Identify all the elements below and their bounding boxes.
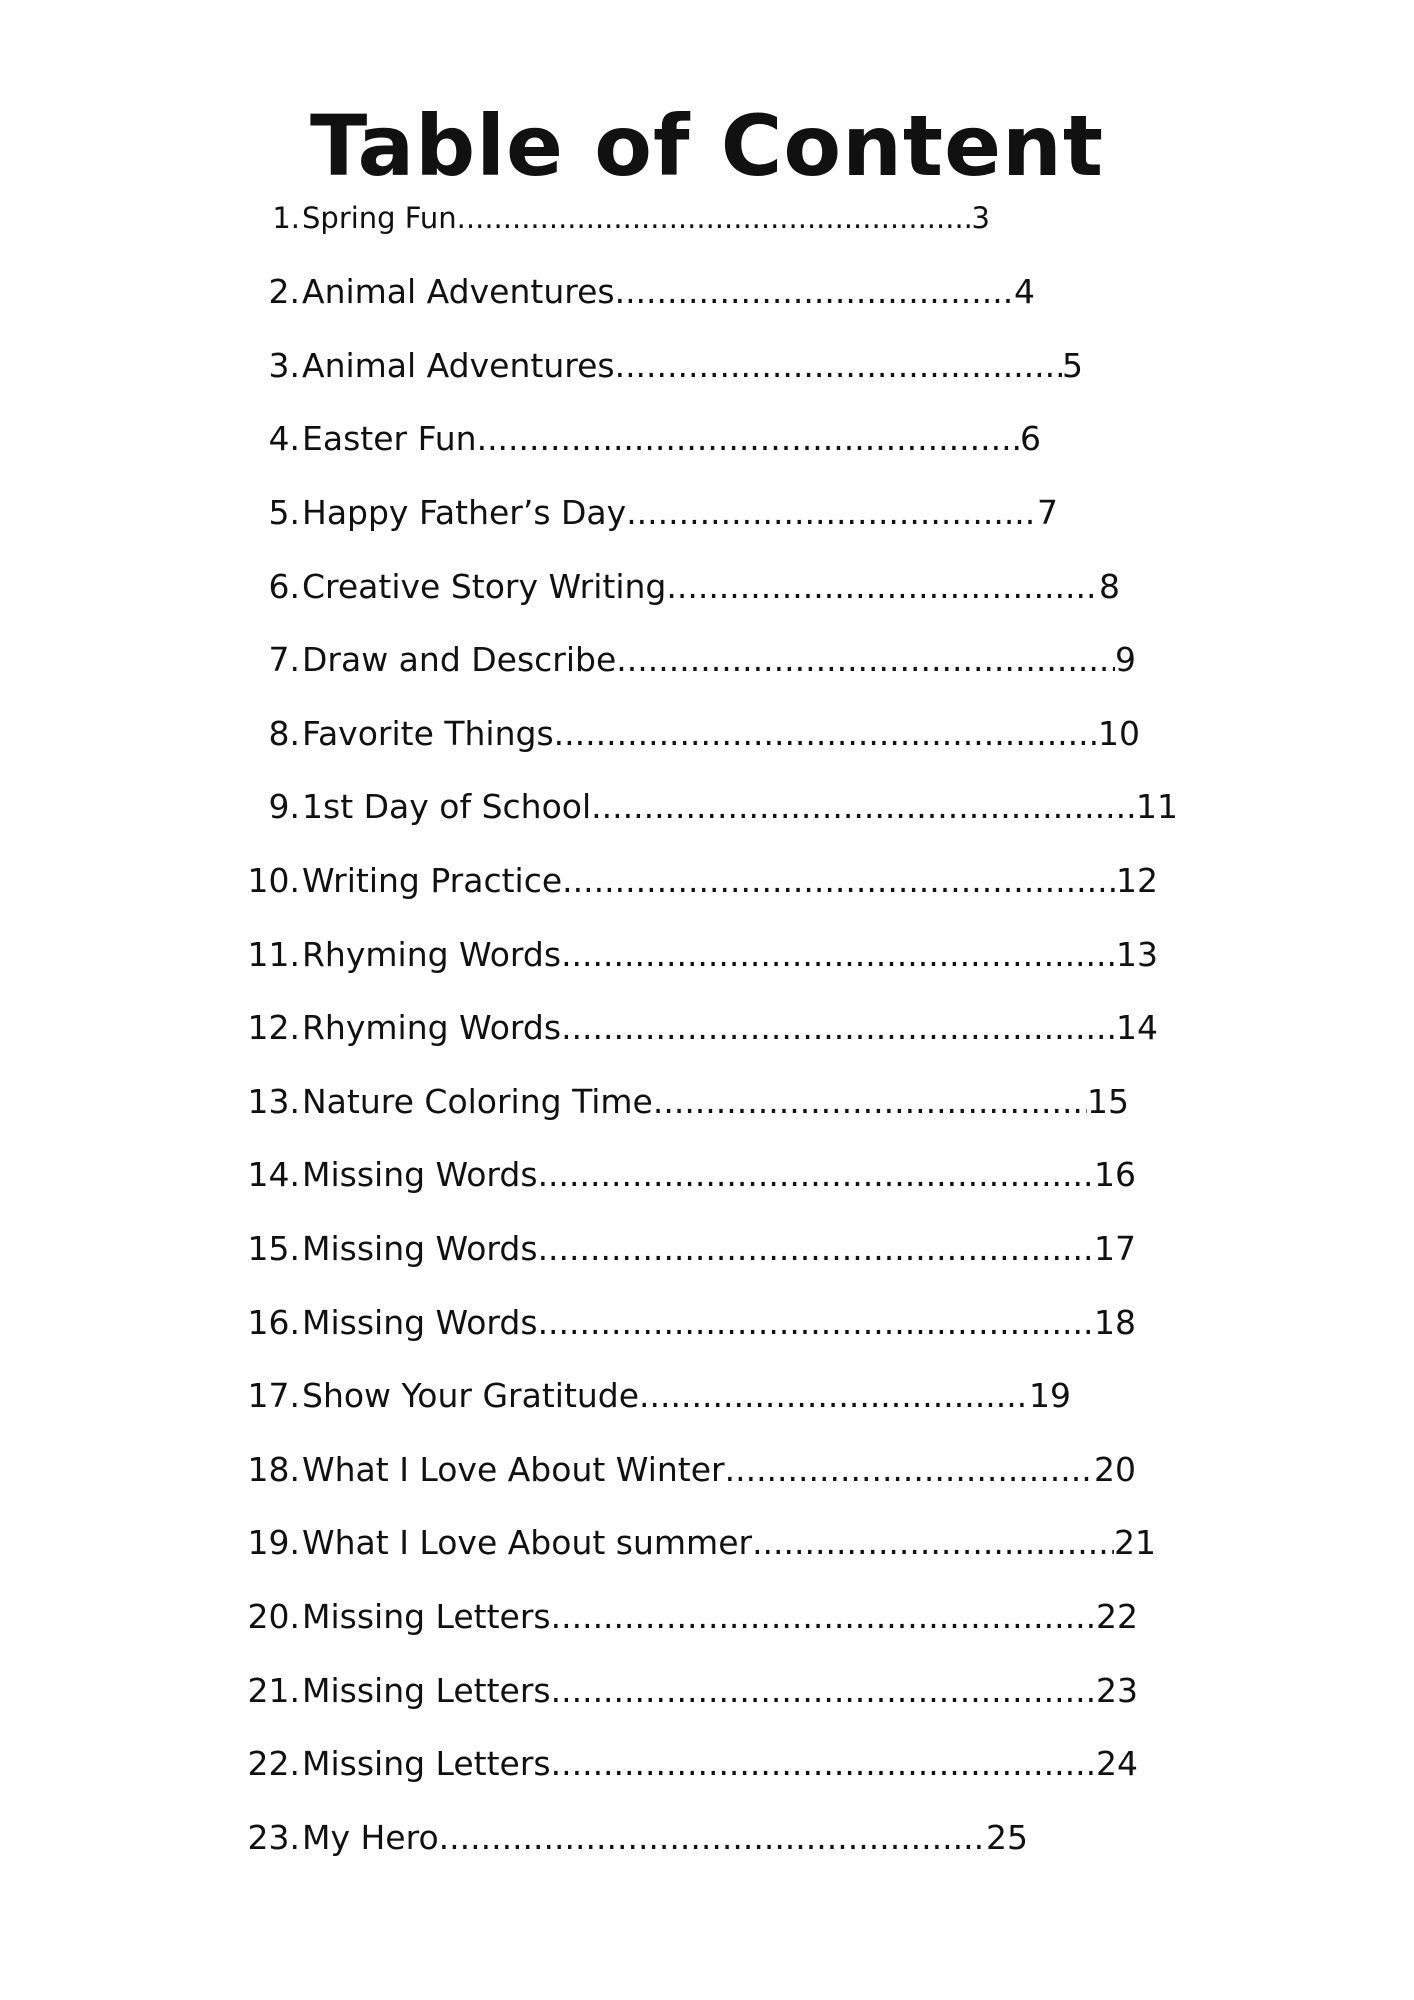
dot-leader xyxy=(457,201,972,235)
toc-entry-line xyxy=(302,935,1158,974)
toc-entry-title: Show Your Gratitude xyxy=(302,1376,640,1416)
dot-leader xyxy=(725,1450,1094,1489)
toc-entry[interactable] xyxy=(0,188,1414,248)
toc-entry[interactable] xyxy=(0,1439,1414,1499)
toc-entry-title: Easter Fun xyxy=(302,419,477,459)
toc-entry-title: Missing Words xyxy=(302,1302,538,1342)
dot-leader xyxy=(551,1671,1096,1710)
toc-entry-line xyxy=(302,1744,1138,1783)
toc-entry-title: Missing Words xyxy=(302,1228,538,1268)
toc-entry[interactable] xyxy=(0,409,1414,469)
page-title: Table of Content xyxy=(309,97,1105,195)
toc-entry-number: 18. xyxy=(247,1449,300,1489)
toc-entry-page-number: 21 xyxy=(1114,1523,1156,1563)
dot-leader xyxy=(626,493,1037,532)
toc-entry[interactable] xyxy=(0,1513,1414,1573)
toc-entry-line xyxy=(302,1082,1129,1121)
toc-entry-line xyxy=(302,1008,1158,1047)
toc-entry-page-number: 12 xyxy=(1116,860,1158,900)
toc-entry-line xyxy=(302,640,1136,679)
dot-leader xyxy=(561,1008,1116,1047)
toc-entry-number: 12. xyxy=(247,1008,300,1048)
dot-leader xyxy=(562,861,1116,900)
toc-entry-page-number: 24 xyxy=(1096,1744,1138,1784)
toc-entry-page-number: 15 xyxy=(1087,1081,1129,1121)
toc-entry-line xyxy=(302,1450,1136,1489)
toc-entry[interactable] xyxy=(0,924,1414,984)
toc-entry-line xyxy=(302,1523,1156,1562)
toc-entry-number: 17. xyxy=(247,1376,300,1416)
toc-entry-number: 16. xyxy=(247,1302,300,1342)
toc-entry-line xyxy=(302,787,1178,826)
toc-entry-title: Favorite Things xyxy=(302,713,554,753)
toc-entry-line xyxy=(302,1303,1136,1342)
toc-entry-page-number: 11 xyxy=(1136,787,1178,827)
toc-entry-line xyxy=(302,1671,1138,1710)
toc-entry-page-number: 5 xyxy=(1062,345,1083,385)
toc-entry-line xyxy=(302,1597,1138,1636)
toc-entry[interactable] xyxy=(0,1807,1414,1867)
toc-entry[interactable] xyxy=(0,998,1414,1058)
toc-entry-page-number: 8 xyxy=(1099,566,1120,606)
toc-entry-number: 19. xyxy=(247,1523,300,1563)
dot-leader xyxy=(551,1744,1096,1783)
dot-leader xyxy=(554,714,1098,753)
toc-entry-page-number: 19 xyxy=(1029,1376,1071,1416)
toc-entry-line xyxy=(302,861,1158,900)
toc-entry-number: 23. xyxy=(247,1817,300,1857)
toc-entry[interactable] xyxy=(0,556,1414,616)
toc-entry[interactable] xyxy=(0,1366,1414,1426)
toc-entry-line xyxy=(302,493,1058,532)
dot-leader xyxy=(666,567,1099,606)
toc-entry-title: Animal Adventures xyxy=(302,345,615,385)
toc-entry[interactable] xyxy=(0,850,1414,910)
toc-entry-page-number: 3 xyxy=(971,201,990,235)
toc-entry-title: Missing Letters xyxy=(302,1596,551,1636)
dot-leader xyxy=(616,640,1115,679)
dot-leader xyxy=(752,1523,1114,1562)
dot-leader xyxy=(439,1818,986,1857)
toc-entry[interactable] xyxy=(0,335,1414,395)
toc-entry-number: 11. xyxy=(247,934,300,974)
toc-entry-line xyxy=(302,1818,1028,1857)
dot-leader xyxy=(561,935,1116,974)
toc-entry-page-number: 10 xyxy=(1098,713,1140,753)
toc-entry[interactable] xyxy=(0,1218,1414,1278)
toc-entry-number: 21. xyxy=(247,1670,300,1710)
dot-leader xyxy=(653,1082,1087,1121)
toc-entry-number: 6. xyxy=(268,566,300,606)
toc-entry-page-number: 23 xyxy=(1096,1670,1138,1710)
toc-entry-line xyxy=(302,1155,1136,1194)
dot-leader xyxy=(615,272,1014,311)
toc-entry[interactable] xyxy=(0,703,1414,763)
toc-entry[interactable] xyxy=(0,777,1414,837)
toc-entry-page-number: 18 xyxy=(1094,1302,1136,1342)
toc-entry-title: Missing Letters xyxy=(302,1670,551,1710)
toc-entry-line xyxy=(302,714,1140,753)
dot-leader xyxy=(538,1303,1094,1342)
toc-entry[interactable] xyxy=(0,1660,1414,1720)
toc-entry-line xyxy=(302,567,1120,606)
toc-entry-title: 1st Day of School xyxy=(302,787,592,827)
toc-entry-page-number: 20 xyxy=(1094,1449,1136,1489)
toc-entry-number: 3. xyxy=(268,345,300,385)
toc-entry-page-number: 4 xyxy=(1014,272,1035,312)
dot-leader xyxy=(615,346,1062,385)
toc-entry-number: 7. xyxy=(268,640,300,680)
dot-leader xyxy=(477,419,1020,458)
toc-entry-page-number: 9 xyxy=(1115,640,1136,680)
toc-entry[interactable] xyxy=(0,262,1414,322)
toc-entry-number: 20. xyxy=(247,1596,300,1636)
toc-entry-number: 15. xyxy=(247,1228,300,1268)
toc-entry-line xyxy=(302,272,1035,311)
toc-entry-number: 13. xyxy=(247,1081,300,1121)
toc-entry-number: 22. xyxy=(247,1744,300,1784)
toc-entry-title: Draw and Describe xyxy=(302,640,617,680)
toc-entry-line xyxy=(302,419,1041,458)
toc-entry[interactable] xyxy=(0,630,1414,690)
toc-entry-title: Creative Story Writing xyxy=(302,566,667,606)
toc-entry-number: 10. xyxy=(247,860,300,900)
toc-entry[interactable] xyxy=(0,1145,1414,1205)
toc-entry-number: 4. xyxy=(268,419,300,459)
toc-entry-page-number: 14 xyxy=(1116,1008,1158,1048)
toc-entry-page-number: 6 xyxy=(1020,419,1041,459)
dot-leader xyxy=(538,1229,1094,1268)
toc-entry-title: Spring Fun xyxy=(302,201,457,235)
toc-entry-line xyxy=(302,1229,1136,1268)
dot-leader xyxy=(551,1597,1096,1636)
toc-entry-title: Missing Letters xyxy=(302,1744,551,1784)
dot-leader xyxy=(591,787,1136,826)
toc-entry-page-number: 22 xyxy=(1096,1596,1138,1636)
toc-entry[interactable] xyxy=(0,1292,1414,1352)
toc-entry-number: 14. xyxy=(247,1155,300,1195)
toc-entry-number: 9. xyxy=(268,787,300,827)
toc-entry[interactable] xyxy=(0,1734,1414,1794)
toc-entry-title: Rhyming Words xyxy=(302,1008,562,1048)
toc-entry-title: Nature Coloring Time xyxy=(302,1081,653,1121)
toc-entry-line xyxy=(302,201,990,235)
toc-entry-number: 8. xyxy=(268,713,300,753)
toc-entry-page-number: 7 xyxy=(1037,492,1058,532)
toc-entry-title: My Hero xyxy=(302,1817,439,1857)
toc-entry-title: Happy Father’s Day xyxy=(302,492,627,532)
toc-entry-number: 5. xyxy=(268,492,300,532)
dot-leader xyxy=(639,1376,1029,1415)
dot-leader xyxy=(538,1155,1094,1194)
toc-entry-line xyxy=(302,1376,1071,1415)
toc-entry-line xyxy=(302,346,1083,385)
toc-entry[interactable] xyxy=(0,1071,1414,1131)
toc-entry-title: Animal Adventures xyxy=(302,272,615,312)
toc-entry-title: Writing Practice xyxy=(302,860,563,900)
toc-entry-page-number: 16 xyxy=(1094,1155,1136,1195)
toc-entry-page-number: 13 xyxy=(1116,934,1158,974)
toc-entry[interactable] xyxy=(0,1586,1414,1646)
toc-entry-number: 1. xyxy=(272,201,300,235)
toc-entry[interactable] xyxy=(0,482,1414,542)
toc-entry-page-number: 25 xyxy=(986,1817,1028,1857)
toc-entry-title: What I Love About summer xyxy=(302,1523,753,1563)
toc-entry-title: What I Love About Winter xyxy=(302,1449,725,1489)
toc-entry-title: Missing Words xyxy=(302,1155,538,1195)
toc-entry-title: Rhyming Words xyxy=(302,934,562,974)
toc-entry-number: 2. xyxy=(268,272,300,312)
toc-entry-page-number: 17 xyxy=(1094,1228,1136,1268)
